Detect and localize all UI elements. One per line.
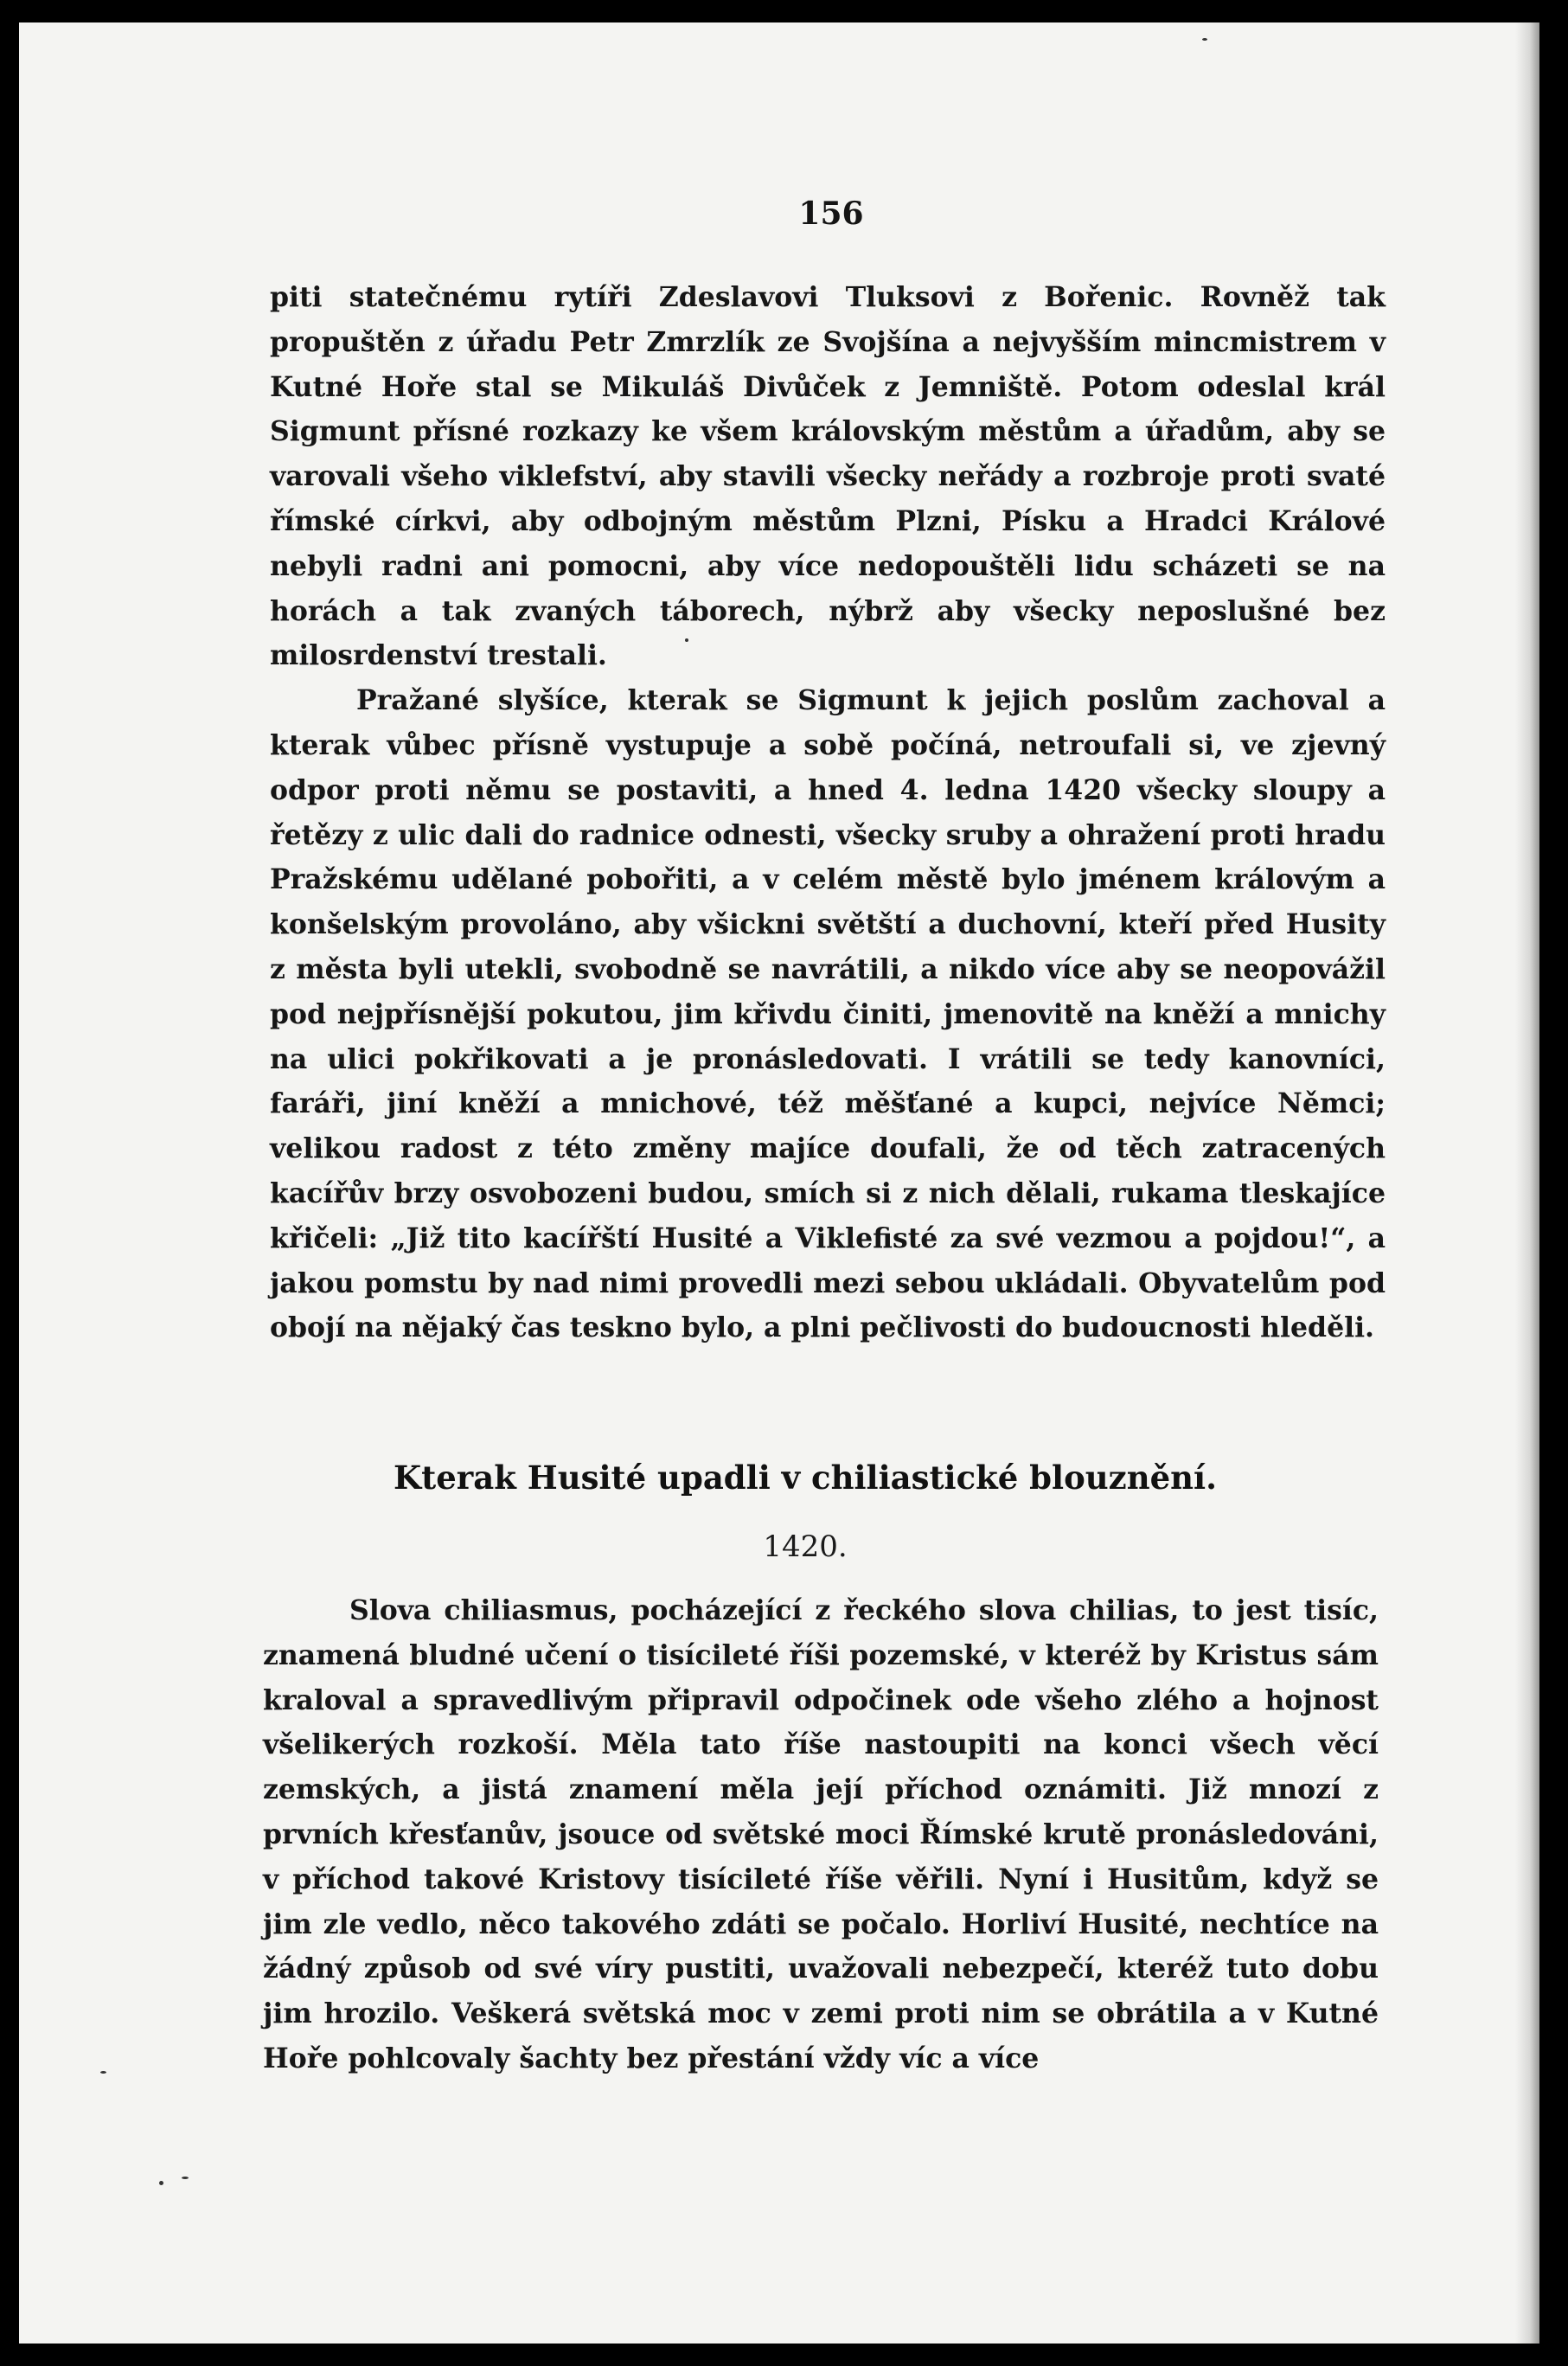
scan-speck <box>159 2181 163 2185</box>
section-text <box>263 1588 1379 2081</box>
scan-speck <box>100 2071 106 2074</box>
scanned-page <box>19 22 1539 2344</box>
page-number: 156 <box>798 196 864 232</box>
body-paragraph-2: Pražané slyšíce, kterak se Sigmunt k jejich poslům zachoval a kterak vůbec přísně vystupuje a sobě počíná, netroufali si, ve zjevný odpor proti němu se postaviti, a hned 4. ledna 1420 všecky sloupy a řetězy z ulic dali do radnice odnesti, všecky sruby a ohražení proti hradu Pražskému udělané pobořiti, a v celém městě bylo jménem královým a konšelským provoláno, aby všickni světští a duchovní, kteří před Husity z města byli utekli, svobodně se navrátili, a nikdo více aby se neopovážil pod nejpřísnější pokutou, jim křivdu činiti, jmenovitě na kněží a mnichy na ulici pokřikovati a je pronásledovati. I vrátili se tedy kanovníci, faráři, jiní kněží a mnichové, též měšťané a kupci, nejvíce Němci; velikou radost z této změny majíce doufali, že od těch zatracených kacířův brzy osvobozeni budou, smích si z nich dělali, rukama tleskajíce křičeli: „Již tito kacířští Husité a Viklefisté za své vezmou a pojdou!“, a jakou pomstu by nad nimi provedli mezi sebou ukládali. Obyvatelům pod obojí na nějaký čas teskno bylo, a plni pečlivosti do budoucnosti hleděli. <box>270 684 1386 1344</box>
scan-speck <box>182 2177 189 2179</box>
section-year: 1420. <box>763 1529 848 1564</box>
scan-speck <box>1202 38 1207 41</box>
body-paragraph-1: piti statečnému rytíři Zdeslavovi Tluksovi z Bořenic. Rovněž tak propuštěn z úřadu Petr Zmrzlík ze Svojšína a nejvyšším mincmistrem v Kutné Hoře stal se Mikuláš Divůček z Jemniště. Potom odeslal král Sigmunt přísné rozkazy ke všem královským městům a úřadům, aby se varovali všeho viklefství, aby stavili všecky neřády a rozbroje proti svaté římské církvi, aby odbojným městům Plzni, Písku a Hradci Králové nebyli radni ani pomocni, aby více nedopouštěli lidu scházeti se na horách a tak zvaných táborech, nýbrž aby všecky neposlušné bez milosrdenství trestali. <box>270 281 1386 672</box>
page-edge-shadow <box>1515 22 1539 2344</box>
section-heading: Kterak Husité upadli v chiliastické blouznění. <box>394 1459 1217 1497</box>
body-text <box>270 275 1386 1350</box>
scan-speck <box>685 638 688 642</box>
section-paragraph-1: Slova chiliasmus, pocházející z řeckého slova chilias, to jest tisíc, znamená bludné učení o tisícileté říši pozemské, v kteréž by Kristus sám kraloval a spravedlivým připravil odpočinek ode všeho zlého a hojnost všelikerých rozkoší. Měla tato říše nastoupiti na konci všech věcí zemských, a jistá znamení měla její příchod oznámiti. Již mnozí z prvních křesťanův, jsouce od světské moci Římské krutě pronásledováni, v příchod takové Kristovy tisícileté říše věřili. Nyní i Husitům, když se jim zle vedlo, něco takového zdáti se počalo. Horliví Husité, nechtíce na žádný způsob od své víry pustiti, uvažovali nebezpečí, kteréž tuto dobu jim hrozilo. Veškerá světská moc v zemi proti nim se obrátila a v Kutné Hoře pohlcovaly šachty bez přestání vždy víc a více <box>263 1594 1379 2074</box>
